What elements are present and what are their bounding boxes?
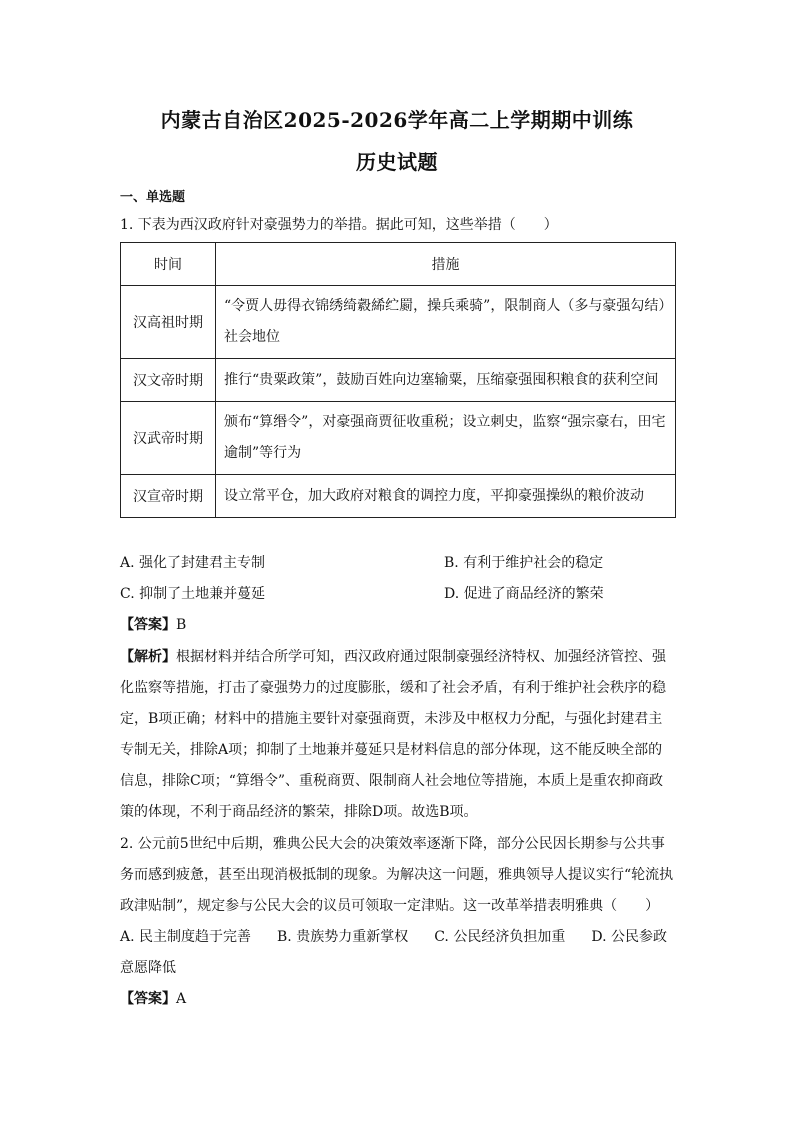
answer-label: 【答案】 bbox=[120, 991, 176, 1007]
table-cell-measure: “令贾人毋得衣锦绣绮縠絺纻罽，操兵乘骑”，限制商人（多与豪强勾结）社会地位 bbox=[216, 286, 676, 359]
q1-answer bbox=[120, 610, 186, 641]
table-cell-time: 汉文帝时期 bbox=[121, 359, 216, 402]
table-row bbox=[121, 359, 676, 402]
table-header-measure: 措施 bbox=[216, 243, 676, 286]
section-heading: 一、单选题 bbox=[120, 190, 186, 205]
q1-option-c: C. 抑制了土地兼并蔓延 bbox=[120, 586, 266, 602]
analysis-text: 根据材料并结合所学可知，西汉政府通过限制豪强经济特权、加强经济管控、强化监察等措施，打击了豪强势力的过度膨胀，缓和了社会矛盾，有利于维护社会秩序的稳定，B项正确；材料中的措施主要针对豪强商贾，未涉及中枢权力分配，与强化封建君主专制无关，排除A项；抑制了土地兼并蔓延只是材料信息的部分体现，这不能反映全部的信息，排除C项；“算缗令”、重税商贾、限制商人社会地位等措施，本质上是重农抑商政策的体现，不利于商品经济的繁荣，排除D项。故选B项。 bbox=[120, 649, 666, 820]
table-row bbox=[121, 402, 676, 475]
q2-stem: 2. 公元前5世纪中后期，雅典公民大会的决策效率逐渐下降，部分公民因长期参与公共事务而感到疲惫，甚至出现消极抵制的现象。为解决这一问题，雅典领导人提议实行“轮流执政津贴制”，规定参与公民大会的议员可领取一定津贴。这一改革举措表明雅典（ ） bbox=[120, 836, 674, 914]
answer-value: A bbox=[176, 991, 187, 1007]
q2-answer bbox=[120, 984, 186, 1015]
measures-table bbox=[120, 242, 676, 518]
q2-option-c: C. 公民经济负担加重 bbox=[434, 929, 566, 945]
q2-option-a: A. 民主制度趋于完善 bbox=[120, 929, 252, 945]
exam-title: 内蒙古自治区2025-2026学年高二上学期期中训练 bbox=[160, 108, 634, 132]
table-cell-time: 汉武帝时期 bbox=[121, 402, 216, 475]
answer-value: B bbox=[176, 617, 187, 633]
table-row bbox=[121, 475, 676, 518]
table-cell-time: 汉高祖时期 bbox=[121, 286, 216, 359]
q1-stem: 1. 下表为西汉政府针对豪强势力的举措。据此可知，这些举措（ ） bbox=[120, 217, 558, 233]
q1-option-b: B. 有利于维护社会的稳定 bbox=[444, 555, 604, 571]
analysis-label: 【解析】 bbox=[120, 649, 176, 665]
q2-option-d: D. 公民参政意愿降低 bbox=[120, 929, 667, 976]
q2-option-b: B. 贵族势力重新掌权 bbox=[277, 929, 409, 945]
table-cell-measure: 设立常平仓，加大政府对粮食的调控力度，平抑豪强操纵的粮价波动 bbox=[216, 475, 676, 518]
table-cell-measure: 推行“贵粟政策”，鼓励百姓向边塞输粟，压缩豪强囤积粮食的获利空间 bbox=[216, 359, 676, 402]
q2-options bbox=[120, 922, 676, 984]
q1-option-d: D. 促进了商品经济的繁荣 bbox=[444, 586, 604, 602]
q1-option-a: A. 强化了封建君主专制 bbox=[120, 555, 266, 571]
exam-subject: 历史试题 bbox=[356, 150, 438, 174]
q1-analysis bbox=[120, 642, 676, 828]
table-header-time: 时间 bbox=[121, 243, 216, 286]
table-cell-measure: 颁布“算缗令”，对豪强商贾征收重税；设立刺史，监察“强宗豪右，田宅逾制”等行为 bbox=[216, 402, 676, 475]
table-cell-time: 汉宣帝时期 bbox=[121, 475, 216, 518]
answer-label: 【答案】 bbox=[120, 617, 176, 633]
table-row bbox=[121, 286, 676, 359]
table-header-row bbox=[121, 243, 676, 286]
